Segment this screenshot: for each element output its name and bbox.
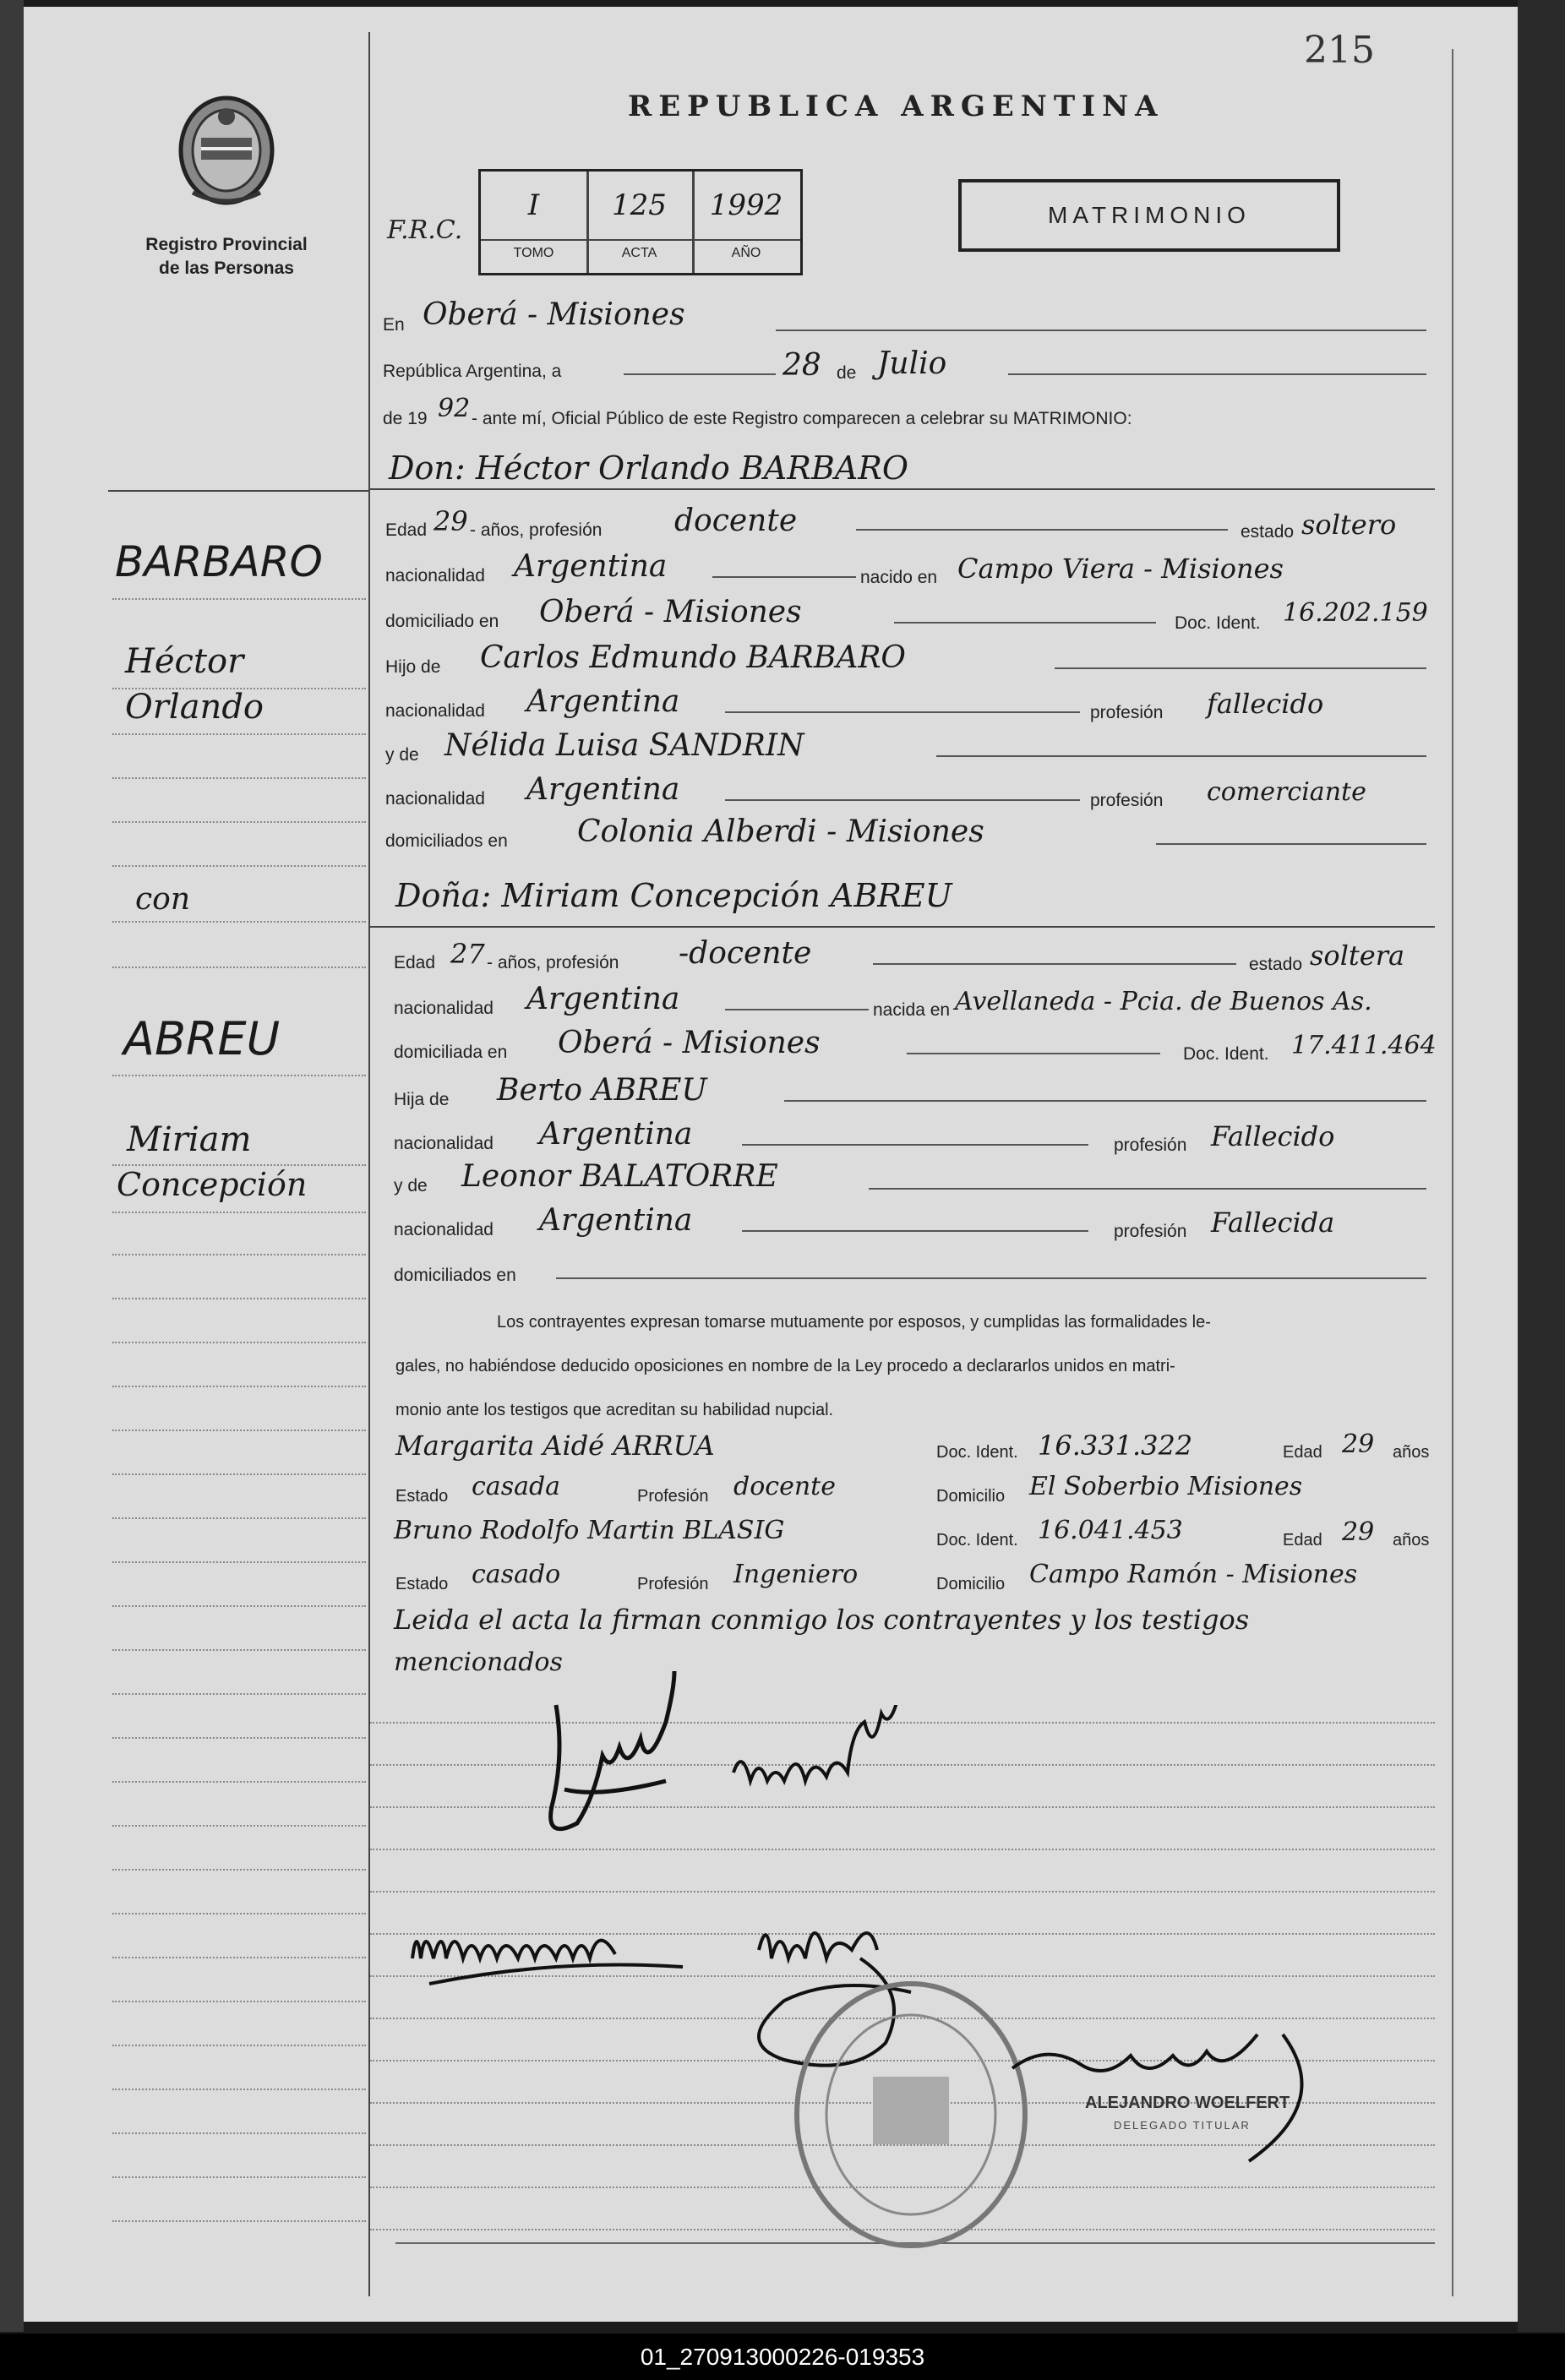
- witness1-estado: casada: [472, 1472, 561, 1501]
- year-suffix: 92: [438, 394, 471, 423]
- acta-label: ACTA: [621, 246, 657, 260]
- groom-father-nat: Argentina: [526, 684, 680, 719]
- bride-doc: 17.411.464: [1291, 1031, 1437, 1060]
- intro-text: - ante mí, Oficial Público de este Registro comparecen a celebrar su MATRIMONIO:: [472, 409, 1132, 428]
- bride-profession: -docente: [679, 936, 812, 971]
- groom-estado: soltero: [1301, 509, 1397, 541]
- groom-domiciliados-label: domiciliados en: [385, 831, 508, 851]
- groom-father-nat-label: nacionalidad: [385, 701, 485, 721]
- bride-doc-label: Doc. Ident.: [1183, 1044, 1269, 1064]
- officer-title: DELEGADO TITULAR: [1114, 2119, 1251, 2132]
- de-label: de: [837, 363, 857, 383]
- bride-nacionalidad-label: nacionalidad: [394, 999, 493, 1018]
- witness1-profesion-label: Profesión: [637, 1487, 709, 1506]
- witness1-age: 29: [1342, 1430, 1375, 1459]
- month: Julio: [877, 346, 947, 381]
- groom-title: Don: Héctor Orlando BARBARO: [389, 449, 908, 487]
- witness2-anos-label: años: [1393, 1531, 1430, 1549]
- bride-domiciliados-label: domiciliados en: [394, 1266, 516, 1285]
- groom-mother-prof-label: profesión: [1090, 791, 1164, 810]
- witness2-profesion-label: Profesión: [637, 1575, 709, 1593]
- margin-divider: [368, 32, 370, 2296]
- bride-yde-label: y de: [394, 1176, 428, 1195]
- closing-line2: mencionados: [394, 1647, 563, 1677]
- declaration-line3: monio ante los testigos que acreditan su habilidad nupcial.: [395, 1401, 834, 1419]
- bride-title: Doña: Miriam Concepción ABREU: [395, 877, 952, 914]
- record-type-box: [958, 179, 1340, 252]
- groom-mother-prof: comerciante: [1207, 777, 1366, 807]
- groom-domiciliado-label: domiciliado en: [385, 612, 499, 631]
- groom-hijo-label: Hijo de: [385, 657, 441, 677]
- bride-mother: Leonor BALATORRE: [461, 1159, 778, 1194]
- bride-father-nat: Argentina: [539, 1117, 693, 1152]
- bride-hija-label: Hija de: [394, 1090, 450, 1109]
- groom-mother: Nélida Luisa SANDRIN: [444, 728, 804, 763]
- right-border: [1452, 49, 1453, 2296]
- groom-nacionalidad-label: nacionalidad: [385, 566, 485, 585]
- margin-bride-given2: Concepción: [117, 1166, 308, 1203]
- agency-name: [117, 233, 336, 280]
- groom-signature-icon: [531, 1663, 717, 1865]
- margin-groom-given2: Orlando: [125, 688, 264, 727]
- groom-profession: docente: [674, 504, 798, 538]
- record-number-box: [478, 169, 803, 275]
- groom-doc: 16.202.159: [1283, 598, 1428, 628]
- witness2-domicile: Campo Ramón - Misiones: [1029, 1560, 1358, 1589]
- margin-groom-given1: Héctor: [125, 642, 244, 681]
- witness1-doc: 16.331.322: [1038, 1430, 1193, 1462]
- bride-age: 27: [450, 938, 485, 970]
- groom-doc-label: Doc. Ident.: [1175, 613, 1261, 633]
- groom-edad-label: Edad: [385, 520, 428, 540]
- groom-father: Carlos Edmundo BARBARO: [480, 640, 906, 675]
- record-type: MATRIMONIO: [1048, 202, 1251, 228]
- document-page: [24, 7, 1518, 2322]
- groom-nacido-label: nacido en: [860, 568, 938, 587]
- officer-name: ALEJANDRO WOELFERT: [1085, 2094, 1290, 2112]
- closing-line1: Leida el acta la firman conmigo los contrayentes y los testigos: [394, 1604, 1250, 1636]
- witness2-profession: Ingeniero: [733, 1560, 859, 1589]
- witness1-name: Margarita Aidé ARRUA: [395, 1430, 715, 1462]
- frc-label: F.R.C.: [387, 215, 463, 245]
- bride-father-nat-label: nacionalidad: [394, 1134, 493, 1153]
- image-id-footer: [0, 2334, 1565, 2380]
- groom-nationality: Argentina: [514, 549, 668, 584]
- declaration-line2: gales, no habiéndose deducido oposiciones en nombre de la Ley procedo a declararlos unidos en matri-: [395, 1357, 1175, 1375]
- agency-line2: de las Personas: [159, 259, 294, 278]
- margin-con: con: [135, 882, 191, 917]
- country-heading: REPUBLICA ARGENTINA: [628, 90, 1164, 123]
- bride-father: Berto ABREU: [497, 1073, 707, 1108]
- bride-mother-nat-label: nacionalidad: [394, 1220, 493, 1239]
- groom-domicile: Oberá - Misiones: [539, 595, 802, 629]
- witness1-domicilio-label: Domicilio: [936, 1487, 1006, 1506]
- bride-anos-profesion-label: - años, profesión: [487, 953, 619, 972]
- declaration-line1: Los contrayentes expresan tomarse mutuamente por esposos, y cumplidas las formalidades le-: [497, 1313, 1211, 1332]
- tomo-value: I: [527, 188, 540, 222]
- witness1-profession: docente: [733, 1472, 836, 1501]
- groom-father-prof: fallecido: [1207, 688, 1324, 720]
- witness2-estado-label: Estado: [395, 1575, 449, 1593]
- bride-mother-prof: Fallecida: [1211, 1206, 1335, 1239]
- witness1-signature-icon: [395, 1899, 708, 2001]
- margin-bride-surname: ABREU: [123, 1012, 281, 1065]
- witness2-age: 29: [1342, 1517, 1375, 1547]
- tomo-label: TOMO: [513, 246, 554, 260]
- coat-of-arms-icon: [176, 91, 277, 210]
- bride-birthplace: Avellaneda - Pcia. de Buenos As.: [955, 987, 1372, 1016]
- witness1-estado-label: Estado: [395, 1487, 449, 1506]
- groom-parents-domicile: Colonia Alberdi - Misiones: [577, 814, 984, 849]
- groom-anos-profesion-label: - años, profesión: [470, 520, 603, 540]
- bride-estado: soltera: [1310, 939, 1405, 972]
- year-prefix: de 19: [383, 409, 428, 428]
- day: 28: [782, 348, 821, 383]
- groom-father-prof-label: profesión: [1090, 703, 1164, 722]
- groom-estado-label: estado: [1241, 522, 1295, 542]
- bride-nationality: Argentina: [526, 982, 680, 1016]
- bride-edad-label: Edad: [394, 953, 436, 972]
- bride-mother-prof-label: profesión: [1114, 1222, 1187, 1241]
- bride-mother-nat: Argentina: [539, 1203, 693, 1238]
- book-spine: [0, 0, 24, 2332]
- witness2-edad-label: Edad: [1283, 1531, 1322, 1549]
- ano-label: AÑO: [731, 246, 761, 260]
- witness2-estado: casado: [472, 1560, 561, 1589]
- acta-value: 125: [612, 188, 667, 222]
- ano-value: 1992: [709, 188, 783, 222]
- witness2-doc-label: Doc. Ident.: [936, 1531, 1018, 1549]
- margin-bride-given1: Miriam: [127, 1120, 252, 1159]
- bride-father-prof: Fallecido: [1211, 1120, 1335, 1152]
- witness1-anos-label: años: [1393, 1443, 1430, 1462]
- groom-age: 29: [434, 505, 468, 537]
- bride-signature-icon: [725, 1705, 945, 1815]
- agency-line1: Registro Provincial: [145, 235, 308, 254]
- en-label: En: [383, 315, 405, 335]
- witness2-name: Bruno Rodolfo Martin BLASIG: [394, 1516, 785, 1545]
- bride-domicile: Oberá - Misiones: [558, 1026, 821, 1060]
- witness2-doc: 16.041.453: [1038, 1516, 1183, 1545]
- witness1-edad-label: Edad: [1283, 1443, 1322, 1462]
- margin-groom-surname: BARBARO: [115, 537, 323, 586]
- book-edge: [1518, 0, 1565, 2332]
- page-number: 215: [1304, 29, 1375, 72]
- witness1-doc-label: Doc. Ident.: [936, 1443, 1018, 1462]
- witness2-domicilio-label: Domicilio: [936, 1575, 1006, 1593]
- place: Oberá - Misiones: [423, 297, 685, 332]
- groom-mother-nat: Argentina: [526, 772, 680, 807]
- groom-yde-label: y de: [385, 745, 419, 765]
- image-id: 01_270913000226-019353: [640, 2343, 925, 2370]
- bride-nacida-label: nacida en: [873, 1000, 951, 1020]
- groom-birthplace: Campo Viera - Misiones: [957, 553, 1284, 585]
- bride-father-prof-label: profesión: [1114, 1136, 1187, 1155]
- bride-estado-label: estado: [1249, 955, 1303, 974]
- bride-domiciliada-label: domiciliada en: [394, 1043, 508, 1062]
- republica-label: República Argentina, a: [383, 362, 562, 381]
- groom-mother-nat-label: nacionalidad: [385, 789, 485, 809]
- witness1-domicile: El Soberbio Misiones: [1029, 1472, 1303, 1501]
